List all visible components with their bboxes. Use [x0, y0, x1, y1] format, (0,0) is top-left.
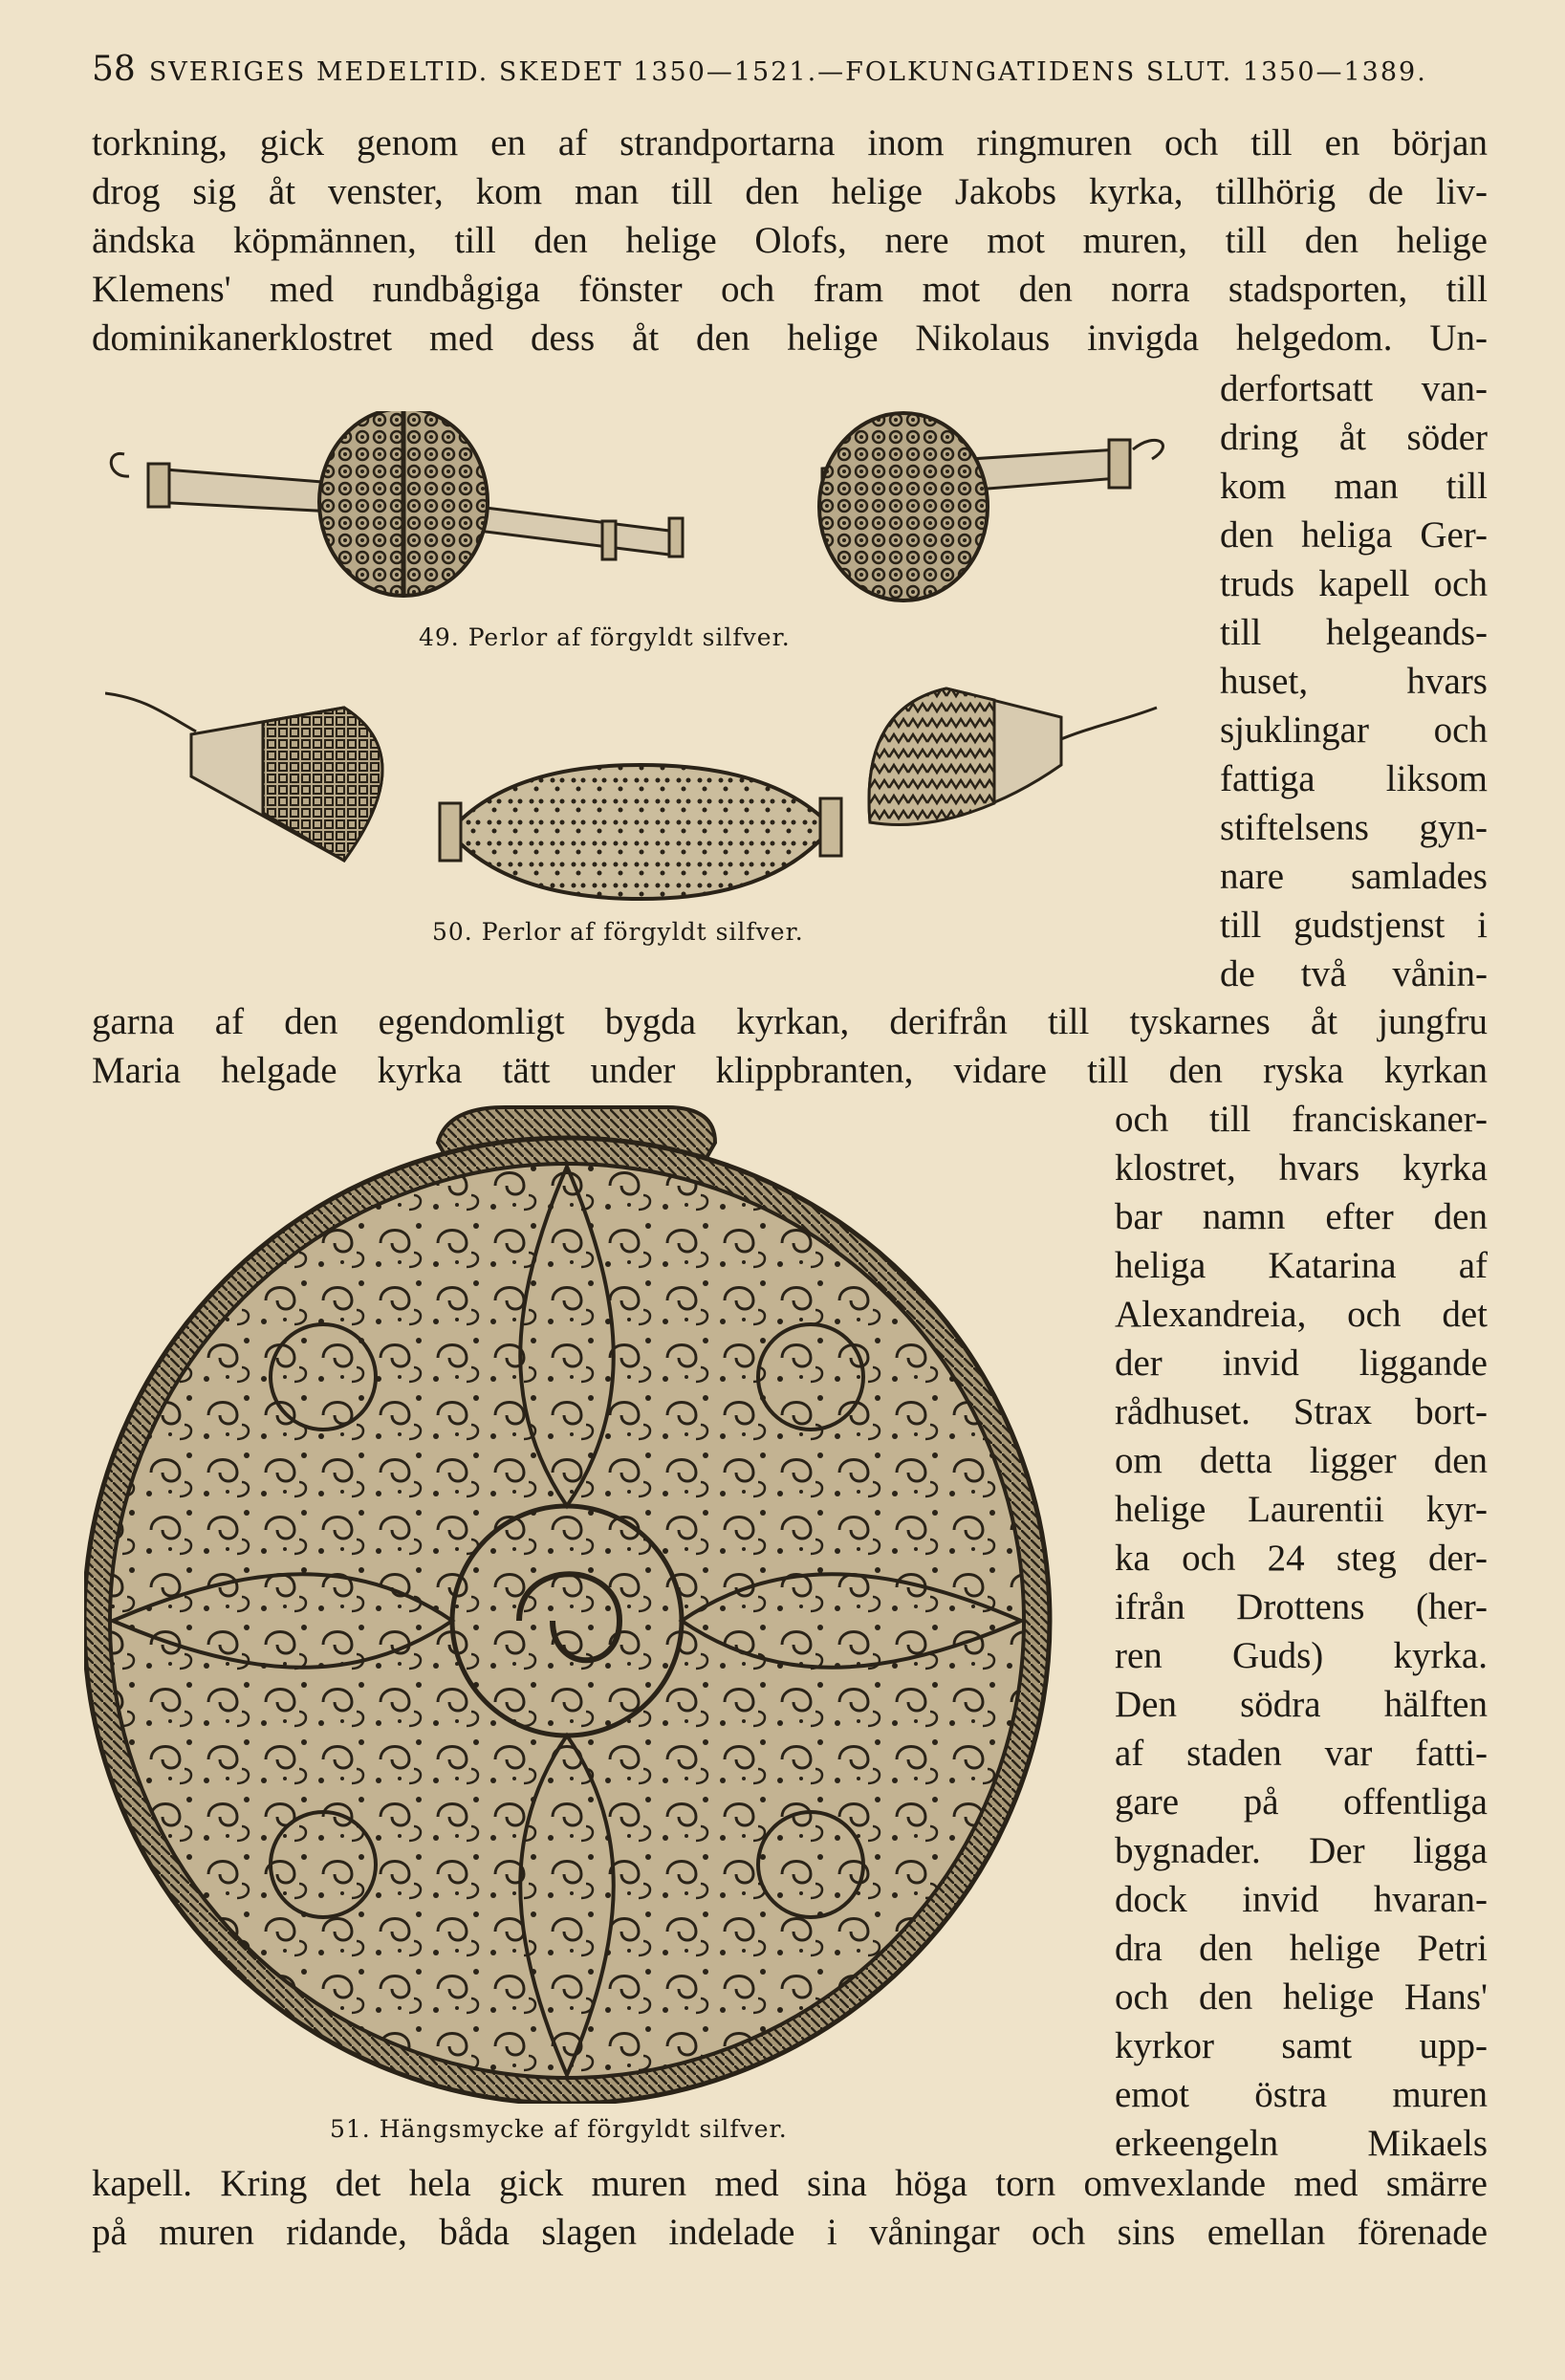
text-line: heliga Katarina af — [1115, 1245, 1488, 1286]
text-line: kom man till — [1220, 466, 1488, 507]
figure-51-pendant — [84, 1100, 1069, 2104]
text-line: erkeengeln Mikaels — [1115, 2123, 1488, 2164]
text-line: truds kapell och — [1220, 563, 1488, 604]
figure-50-beads — [105, 669, 1166, 908]
text-line: af staden var fatti- — [1115, 1733, 1488, 1774]
text-line: fattiga liksom — [1220, 758, 1488, 799]
running-title: SVERIGES MEDELTID. SKEDET 1350—1521.—FOLKUNGATIDENS SLUT. 1350—1389. — [148, 57, 1427, 87]
figure-50-caption: 50. Perlor af förgyldt silfver. — [432, 918, 804, 946]
text-line: om detta ligger den — [1115, 1440, 1488, 1481]
text-line: ändska köpmännen, till den helige Olofs, nere mot muren, till den helige — [92, 220, 1488, 261]
text-line: garna af den egendomligt bygda kyrkan, derifrån till tyskarnes åt jungfru — [92, 1001, 1488, 1042]
text-line: nare samlades — [1220, 856, 1488, 897]
running-header — [92, 50, 1488, 89]
text-line: rådhuset. Strax bort- — [1115, 1391, 1488, 1432]
text-line: den heliga Ger- — [1220, 514, 1488, 556]
text-line: helige Laurentii kyr- — [1115, 1489, 1488, 1530]
text-line: drog sig åt venster, kom man till den helige Jakobs kyrka, tillhörig de liv- — [92, 171, 1488, 212]
figure-49-caption: 49. Perlor af förgyldt silfver. — [419, 623, 791, 651]
text-line: gare på offentliga — [1115, 1781, 1488, 1823]
text-line: och den helige Hans' — [1115, 1976, 1488, 2018]
text-line: de två vånin- — [1220, 953, 1488, 994]
text-line: bar namn efter den — [1115, 1196, 1488, 1237]
text-line: stiftelsens gyn- — [1220, 807, 1488, 848]
text-line: ifrån Drottens (her- — [1115, 1586, 1488, 1627]
text-line: kapell. Kring det hela gick muren med sina höga torn omvexlande med smärre — [92, 2163, 1488, 2204]
text-line: dra den helige Petri — [1115, 1928, 1488, 1969]
page-number: 58 — [92, 50, 136, 89]
figure-49-beads — [96, 411, 1214, 622]
text-line: der invid liggande — [1115, 1343, 1488, 1384]
text-line: till gudstjenst i — [1220, 905, 1488, 946]
text-line: Alexandreia, och det — [1115, 1294, 1488, 1335]
text-line: dominikanerklostret med dess åt den helige Nikolaus invigda helgedom. Un- — [92, 317, 1488, 359]
text-line: ka och 24 steg der- — [1115, 1538, 1488, 1579]
text-line: till helgeands- — [1220, 612, 1488, 653]
text-line: kyrkor samt upp- — [1115, 2025, 1488, 2066]
text-line: ren Guds) kyrka. — [1115, 1635, 1488, 1676]
text-line: torkning, gick genom en af strandportarna inom ringmuren och till en början — [92, 122, 1488, 164]
text-line: dock invid hvaran- — [1115, 1879, 1488, 1920]
text-line: bygnader. Der ligga — [1115, 1830, 1488, 1871]
text-line: emot östra muren — [1115, 2074, 1488, 2115]
text-line: derfortsatt van- — [1220, 368, 1488, 409]
figure-51-caption: 51. Hängsmycke af förgyldt silfver. — [330, 2115, 788, 2143]
text-line: Klemens' med rundbågiga fönster och fram mot den norra stadsporten, till — [92, 269, 1488, 310]
text-line: huset, hvars — [1220, 661, 1488, 702]
text-line: sjuklingar och — [1220, 710, 1488, 751]
text-line: Den södra hälften — [1115, 1684, 1488, 1725]
text-line: dring åt söder — [1220, 417, 1488, 458]
text-line: och till franciskaner- — [1115, 1099, 1488, 1140]
text-line: klostret, hvars kyrka — [1115, 1147, 1488, 1189]
text-line: på muren ridande, båda slagen indelade i våningar och sins emellan förenade — [92, 2212, 1488, 2253]
text-line: Maria helgade kyrka tätt under klippbranten, vidare till den ryska kyrkan — [92, 1050, 1488, 1091]
